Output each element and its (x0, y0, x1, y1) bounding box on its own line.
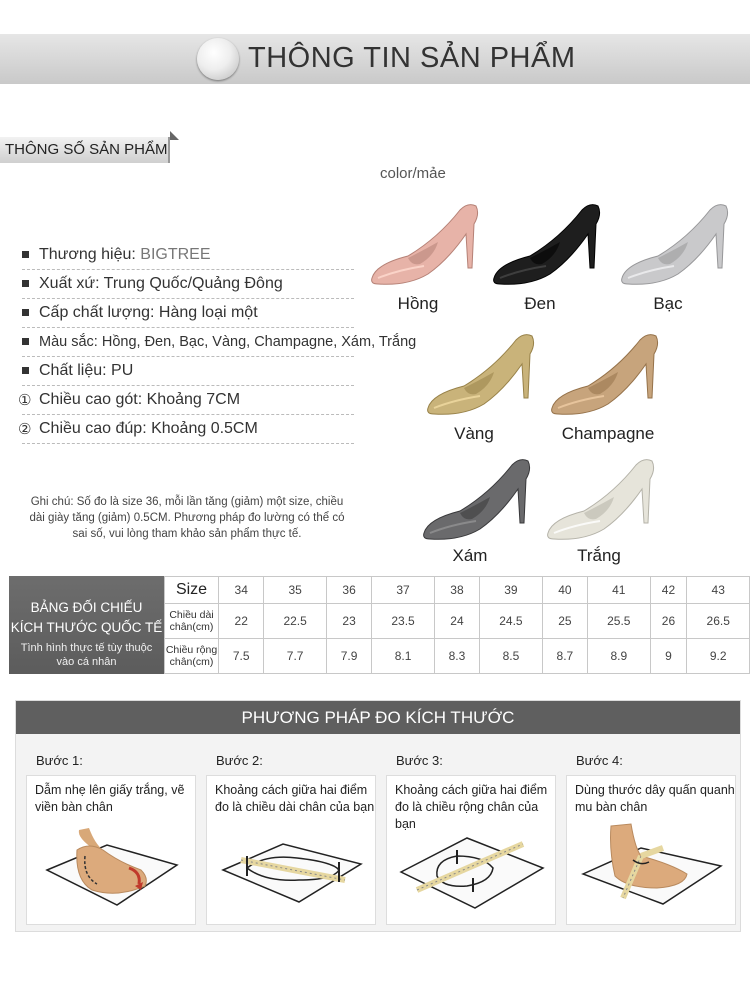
size-chart-subtitle-line1: Tình hình thực tế tùy thuộc (20, 642, 153, 654)
shoe-pink-icon (368, 200, 483, 288)
foot-width-illustration (397, 820, 547, 915)
width-cell: 8.5 (480, 638, 543, 673)
bullet-icon (22, 309, 29, 316)
shoe-black-icon (490, 200, 605, 288)
step-card (386, 775, 556, 925)
bullet-icon (22, 367, 29, 374)
step-description: Khoảng cách giữa hai điểm đo là chiều rộng chân của bạn (395, 783, 548, 831)
size-cell: 41 (588, 577, 651, 604)
size-cell: 38 (434, 577, 479, 604)
width-cell: 7.7 (264, 638, 327, 673)
spec-label: Xuất xứ: Trung Quốc/Quảng Đông (39, 275, 283, 292)
spec-quality (22, 299, 354, 328)
spec-label: Chiều cao gót: Khoảng 7CM (39, 391, 241, 408)
length-header: Chiều dài chân(cm) (165, 603, 219, 638)
step-number: Bước 3: (396, 753, 443, 768)
step-card (566, 775, 736, 925)
step-description: Dẫm nhẹ lên giấy trắng, vẽ viền bàn chân (35, 783, 185, 814)
length-cell: 24 (434, 603, 479, 638)
table-row-size (165, 577, 750, 604)
page-title: THÔNG TIN SẢN PHẨM (248, 42, 576, 74)
size-chart-subtitle-line2: vào cá nhân (56, 656, 117, 668)
spec-label: Màu sắc: Hồng, Đen, Bạc, Vàng, Champagne, Xám, Trắng (39, 334, 417, 350)
table-row-length (165, 603, 750, 638)
size-cell: 40 (542, 577, 587, 604)
width-header: Chiều rộng chân(cm) (165, 638, 219, 673)
step-card (26, 775, 196, 925)
width-cell: 9 (650, 638, 687, 673)
width-cell: 7.9 (326, 638, 371, 673)
circled-number-one: ① (18, 392, 32, 409)
width-cell: 9.2 (687, 638, 750, 673)
step-3 (386, 745, 556, 923)
step-number: Bước 1: (36, 753, 83, 768)
length-cell: 25 (542, 603, 587, 638)
length-cell: 22.5 (264, 603, 327, 638)
foot-length-illustration (217, 820, 367, 915)
brand-value: BIGTREE (140, 246, 211, 263)
step-1 (26, 745, 196, 923)
color-label-champagne: Champagne (561, 424, 655, 443)
size-cell: 43 (687, 577, 750, 604)
shoe-silver-icon (618, 200, 733, 288)
spec-list (18, 241, 417, 444)
step-number: Bước 4: (576, 753, 623, 768)
size-chart-title-line2: KÍCH THƯỚC QUỐC TẾ (10, 620, 163, 635)
spec-material (22, 357, 354, 386)
color-label-silver: Bạc (653, 294, 683, 313)
circled-number-two: ② (18, 421, 32, 438)
length-cell: 26.5 (687, 603, 750, 638)
size-chart-title-line1: BẢNG ĐỐI CHIẾU (30, 600, 143, 615)
spec-label: Chất liệu: PU (39, 362, 134, 379)
color-label-pink: Hồng (397, 294, 439, 313)
length-cell: 25.5 (588, 603, 651, 638)
width-cell: 7.5 (219, 638, 264, 673)
color-label-black: Đen (524, 294, 556, 313)
shoe-white-icon (544, 455, 659, 543)
length-cell: 23 (326, 603, 371, 638)
section-tag (0, 137, 170, 163)
table-row-width (165, 638, 750, 673)
width-cell: 8.3 (434, 638, 479, 673)
size-cell: 35 (264, 577, 327, 604)
width-cell: 8.7 (542, 638, 587, 673)
foot-on-paper-illustration (37, 820, 187, 915)
spec-label: Chiều cao đúp: Khoảng 0.5CM (39, 420, 258, 437)
size-grid (164, 576, 750, 674)
size-header: Size (165, 577, 219, 604)
spec-brand (22, 241, 354, 270)
color-label-white: Trắng (577, 546, 621, 565)
header-band (0, 34, 750, 84)
spec-label: Thương hiệu: (39, 246, 141, 263)
size-chart (9, 576, 750, 674)
bullet-icon (22, 338, 29, 345)
spec-heel-height (18, 386, 354, 415)
color-label-gray: Xám (452, 546, 488, 565)
size-cell: 36 (326, 577, 371, 604)
section-title: THÔNG SỐ SẢN PHẨM (5, 141, 168, 158)
shoe-champagne-icon (548, 330, 663, 418)
shoe-gray-icon (420, 455, 535, 543)
size-cell: 37 (372, 577, 435, 604)
color-title: color/mảe (380, 165, 446, 182)
length-cell: 22 (219, 603, 264, 638)
width-cell: 8.1 (372, 638, 435, 673)
color-label-gold: Vàng (454, 424, 494, 443)
length-cell: 23.5 (372, 603, 435, 638)
size-cell: 39 (480, 577, 543, 604)
bullet-icon (22, 280, 29, 287)
step-number: Bước 2: (216, 753, 263, 768)
step-description: Dùng thước dây quấn quanh mu bàn chân (575, 783, 735, 814)
size-note: Ghi chú: Số đo là size 36, mỗi lần tăng (giảm) một size, chiều dài giày tăng (giảm) 0.5CM. Phương pháp đo lường có thể có sai số, vui lòng tham khảo sản phẩm thực tế. (29, 496, 345, 540)
size-cell: 42 (650, 577, 687, 604)
step-4 (566, 745, 736, 923)
spec-colors (22, 328, 417, 357)
width-cell: 8.9 (588, 638, 651, 673)
length-cell: 24.5 (480, 603, 543, 638)
step-card (206, 775, 376, 925)
size-chart-title-block (9, 576, 164, 674)
step-2 (206, 745, 376, 923)
measure-method (15, 700, 741, 932)
measure-title: PHƯƠNG PHÁP ĐO KÍCH THƯỚC (16, 701, 740, 734)
tape-measure-illustration (577, 820, 727, 915)
section-tag-corner-icon (170, 131, 179, 140)
spec-platform-height (18, 415, 354, 444)
bullet-icon (22, 251, 29, 258)
shoe-gold-icon (424, 330, 539, 418)
step-description: Khoảng cách giữa hai điểm đo là chiều dài chân của bạn (215, 783, 375, 814)
length-cell: 26 (650, 603, 687, 638)
header-circle-icon (197, 38, 239, 80)
spec-origin (22, 270, 354, 299)
spec-label: Cấp chất lượng: Hàng loại một (39, 304, 258, 321)
size-cell: 34 (219, 577, 264, 604)
